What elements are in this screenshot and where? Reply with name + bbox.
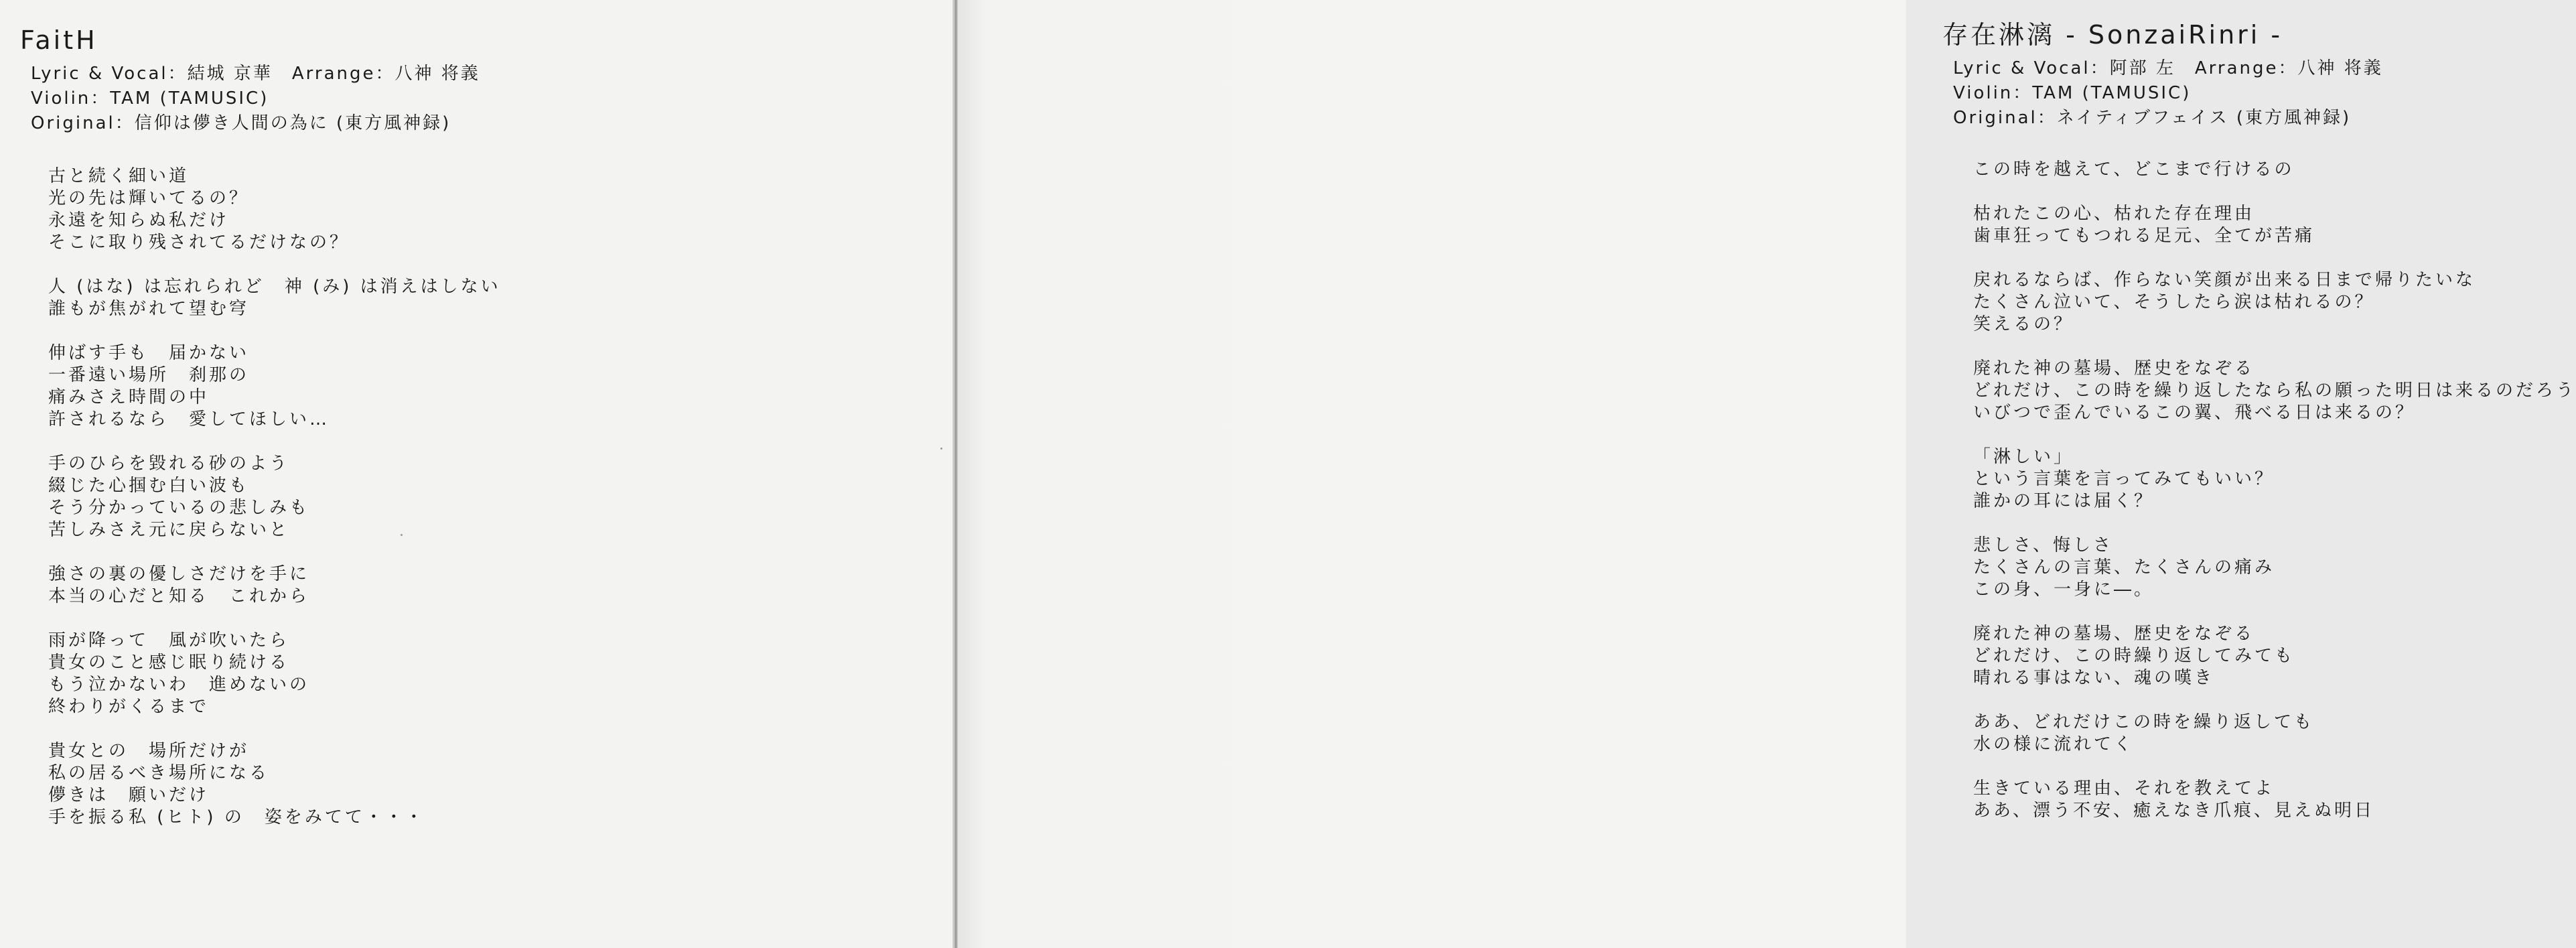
lyric-line: 痛みさえ時間の中 xyxy=(48,387,210,407)
lyric-stanza xyxy=(48,563,501,608)
credit-line: Lyric & Vocal：阿部 左 Arrange：八神 将義 xyxy=(1953,58,2383,78)
lyric-line: たくさん泣いて、そうしたら涙は枯れるの？ xyxy=(1973,292,2375,312)
lyric-line: どれだけ、この時を繰り返したなら私の願った明日は来るのだろう xyxy=(1973,381,2576,401)
lyric-line: 歯車狂ってもつれる足元、全てが苦痛 xyxy=(1973,226,2315,246)
lyric-line: 終わりがくるまで xyxy=(48,697,210,717)
lyric-line: 「淋しい」 xyxy=(1973,447,2074,467)
paper-speck xyxy=(940,448,942,450)
lyric-line: 光の先は輝いてるの？ xyxy=(48,188,250,208)
lyric-line: そう分かっているの悲しみも xyxy=(48,498,310,518)
lyrics xyxy=(48,165,501,829)
lyric-line: 廃れた神の墓場、歴史をなぞる xyxy=(1973,358,2255,379)
lyrics xyxy=(1973,159,2576,822)
lyric-line: 貴女との 場所だけが xyxy=(48,741,250,761)
lyric-line: 晴れる事はない、魂の嘆き xyxy=(1973,668,2215,688)
page-fold xyxy=(952,0,958,948)
lyric-stanza xyxy=(48,630,501,718)
lyric-stanza xyxy=(48,740,501,829)
lyric-line: いびつで歪んでいるこの翼、飛べる日は来るの？ xyxy=(1973,403,2416,423)
credit-line: Violin：TAM (TAMUSIC) xyxy=(31,88,269,109)
lyric-line: 枯れたこの心、枯れた存在理由 xyxy=(1973,204,2255,224)
song-credits xyxy=(1953,56,2576,131)
lyric-line: 廃れた神の墓場、歴史をなぞる xyxy=(1973,624,2255,644)
lyric-stanza xyxy=(48,342,501,431)
lyric-stanza xyxy=(1973,159,2576,181)
credit-line: Lyric & Vocal：結城 京華 Arrange：八神 将義 xyxy=(31,64,480,84)
song-title: FaitH xyxy=(20,25,98,55)
lyric-stanza xyxy=(48,453,501,541)
lyric-stanza xyxy=(1973,535,2576,601)
lyric-line: ああ、どれだけこの時を繰り返しても xyxy=(1973,712,2314,732)
lyric-line: 雨が降って 風が吹いたら xyxy=(48,630,290,651)
lyric-line: 貴女のこと感じ眠り続ける xyxy=(48,653,290,673)
lyric-line: 水の様に流れてく xyxy=(1973,734,2135,754)
left-page xyxy=(0,0,952,948)
lyric-stanza xyxy=(1973,623,2576,689)
paper-speck xyxy=(401,534,403,536)
right-song xyxy=(1942,19,2576,844)
lyric-stanza xyxy=(1973,269,2576,336)
lyric-line: 本当の心だと知る これから xyxy=(48,586,310,606)
lyric-line: 古と続く細い道 xyxy=(48,166,190,186)
lyric-stanza xyxy=(1973,203,2576,247)
lyric-line: 悲しさ、悔しさ xyxy=(1973,535,2113,555)
lyric-line: 儚きは 願いだけ xyxy=(48,785,210,805)
right-page xyxy=(958,0,2576,948)
lyric-line: どれだけ、この時繰り返してみても xyxy=(1973,646,2295,666)
lyric-line: 伸ばす手も 届かない xyxy=(48,343,250,363)
lyric-line: 誰かの耳には届く？ xyxy=(1973,491,2155,511)
lyric-line: 強さの裏の優しさだけを手に xyxy=(48,564,310,584)
lyric-line: 一番遠い場所 刹那の xyxy=(48,365,250,385)
lyric-line: 苦しみさえ元に戻らないと xyxy=(48,520,290,540)
lyric-line: そこに取り残されてるだけなの？ xyxy=(48,232,350,253)
lyric-line: 手のひらを毀れる砂のよう xyxy=(48,454,290,474)
credit-line: Violin：TAM (TAMUSIC) xyxy=(1953,83,2192,103)
song-title: 存在淋漓 - SonzaiRinri - xyxy=(1942,20,2283,50)
lyric-line: 誰もが焦がれて望む穹 xyxy=(48,299,250,319)
lyric-line: この身、一身に―。 xyxy=(1973,580,2155,600)
lyric-line: 生きている理由、それを教えてよ xyxy=(1973,778,2275,799)
lyric-line: この時を越えて、どこまで行けるの xyxy=(1973,159,2295,180)
lyric-line: 手を振る私 (ヒト) の 姿をみてて・・・ xyxy=(48,807,425,827)
lyric-line: 人 (はな) は忘れられど 神 (み) は消えはしない xyxy=(48,277,501,297)
lyric-line: 笑えるの？ xyxy=(1973,314,2074,334)
lyric-stanza xyxy=(1973,358,2576,424)
left-song xyxy=(20,24,501,851)
lyric-line: もう泣かないわ 進めないの xyxy=(48,675,310,695)
song-credits xyxy=(31,62,501,136)
lyric-line: という言葉を言ってみてもいい？ xyxy=(1973,469,2275,489)
lyric-stanza xyxy=(1973,446,2576,513)
lyric-line: 永遠を知らぬ私だけ xyxy=(48,210,230,230)
lyric-stanza xyxy=(48,276,501,320)
lyric-stanza xyxy=(1973,778,2576,822)
credit-line: Original：信仰は儚き人間の為に (東方風神録) xyxy=(31,113,451,133)
lyric-stanza xyxy=(48,165,501,254)
lyric-line: 私の居るべき場所になる xyxy=(48,763,270,783)
lyric-stanza xyxy=(1973,712,2576,756)
lyric-line: 綴じた心掴む白い波も xyxy=(48,476,250,496)
lyric-line: ああ、漂う不安、癒えなき爪痕、見えぬ明日 xyxy=(1973,801,2374,821)
lyric-line: 戻れるならば、作らない笑顔が出来る日まで帰りたいな xyxy=(1973,270,2476,290)
credit-line: Original：ネイティブフェイス (東方風神録) xyxy=(1953,108,2352,128)
lyric-line: 許されるなら 愛してほしい… xyxy=(48,409,330,429)
lyric-line: たくさんの言葉、たくさんの痛み xyxy=(1973,557,2275,578)
